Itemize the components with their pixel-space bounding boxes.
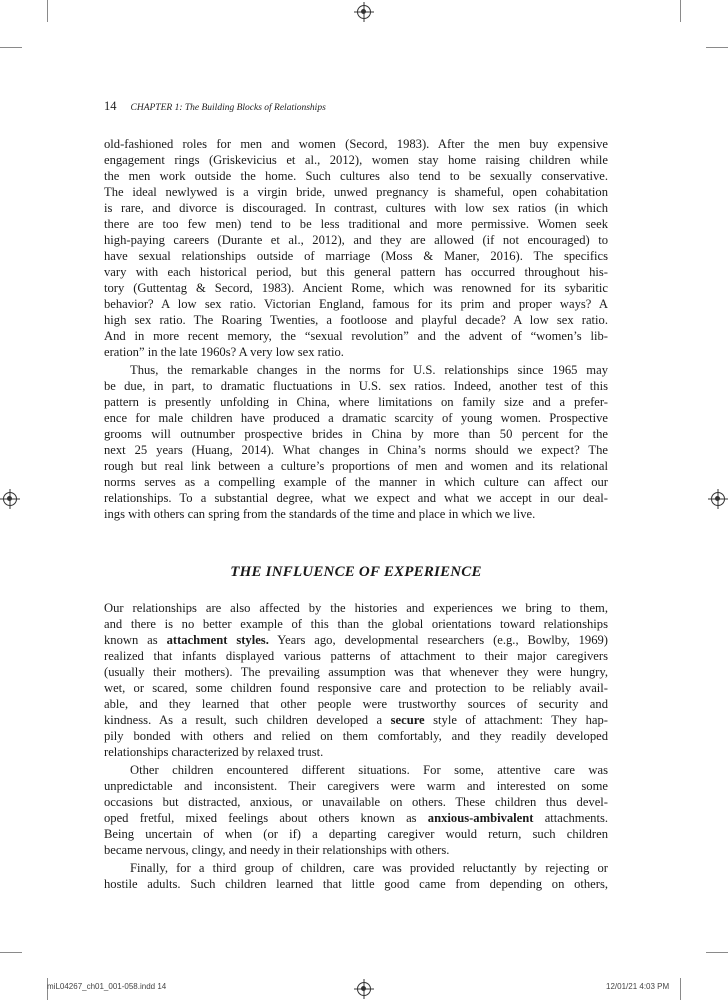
text-line xyxy=(104,712,608,728)
text-line: Thus, the remarkable changes in the norms for U.S. relationships since 1965 may xyxy=(130,363,608,377)
text-line: vary with each historical period, but this general pattern has occurred throughout his- xyxy=(104,265,608,279)
crop-mark-top-right-vertical xyxy=(680,0,681,22)
text-line: The ideal newlywed is a virgin bride, unwed pregnancy is shameful, open cohabitation xyxy=(104,185,608,199)
text-line: Our relationships are also affected by the histories and experiences we bring to them, xyxy=(104,601,608,615)
text-line: be due, in part, to dramatic fluctuations in U.S. sex ratios. Indeed, another test of this xyxy=(104,379,608,393)
text-line: occasions but distracted, anxious, or unavailable on others. These children thus devel- xyxy=(104,795,608,809)
text-line: engagement rings (Griskevicius et al., 2012), women stay home raising children while xyxy=(104,153,608,167)
text-line: able, and they learned that other people were trustworthy sources of security and xyxy=(104,697,608,711)
text-line: there are too few men) tend to be less traditional and more permissive. Women seek xyxy=(104,217,608,231)
section-heading: THE INFLUENCE OF EXPERIENCE xyxy=(230,564,482,580)
text-line: wet, or scared, some children found responsive care and protection to be reliably avail- xyxy=(104,681,608,695)
registration-target-top-icon xyxy=(357,5,371,19)
term-anxious-ambivalent: anxious-ambivalent xyxy=(427,811,534,825)
text-line: tory (Guttentag & Secord, 1983). Ancient Rome, which was renowned for its sybaritic xyxy=(104,281,608,295)
text-line: unpredictable and inconsistent. Their caregivers were warm and interested on some xyxy=(104,779,608,793)
text-line: relationships characterized by relaxed trust. xyxy=(104,745,324,759)
registration-target-bottom-icon xyxy=(357,982,371,996)
page-number: 14 xyxy=(104,99,117,113)
text-run: Years ago, developmental researchers (e.g., Bowlby, 1969) xyxy=(277,633,608,647)
text-line: the men work outside the home. Such cultures also tend to be sexually conservative. xyxy=(104,169,608,183)
text-line: behavior? A low sex ratio. Victorian England, famous for its prim and proper ways? A xyxy=(104,297,608,311)
text-run: style of attachment: They hap- xyxy=(433,713,609,727)
crop-mark-top-left xyxy=(0,47,22,48)
text-line: norms serves as a compelling example of the manner in which culture can affect our xyxy=(104,475,608,489)
text-run: oped fretful, mixed feelings about others known as xyxy=(104,811,417,825)
text-line: ence for male children have produced a dramatic scarcity of young women. Prospective xyxy=(104,411,608,425)
text-line: high-paying careers (Durante et al., 2012), and they are allowed (if not encouraged) to xyxy=(104,233,608,247)
text-line: is rare, and divorce is discouraged. In contrast, cultures with low sex ratios (in which xyxy=(104,201,608,215)
text-line: relationships. To a substantial degree, what we expect and what we accept in our deal- xyxy=(104,491,608,505)
crop-mark-top-left-vertical xyxy=(47,0,48,22)
date-slug: 12/01/21 4:03 PM xyxy=(606,982,670,991)
text-run: known as xyxy=(104,633,158,647)
registration-target-right-icon xyxy=(711,492,725,506)
registration-target-left-icon xyxy=(3,492,17,506)
term-secure: secure xyxy=(390,713,425,727)
text-line: eration” in the late 1960s? A very low sex ratio. xyxy=(104,345,344,359)
text-line: next 25 years (Huang, 2014). What changes in China’s norms should we expect? The xyxy=(104,443,608,457)
text-line xyxy=(104,632,608,648)
text-run: attachments. xyxy=(544,811,608,825)
chapter-label: CHAPTER 1: The Building Blocks of Relationships xyxy=(130,103,326,113)
text-line: Being uncertain of when (or if) a departing caregiver would return, such children xyxy=(104,827,608,841)
text-line: Finally, for a third group of children, care was provided reluctantly by rejecting or xyxy=(130,861,608,875)
text-line: grooms will outnumber prospective brides in China by more than 50 percent for the xyxy=(104,427,608,441)
text-line: ings with others can spring from the standards of the time and place in which we live. xyxy=(104,507,536,521)
text-line: became nervous, clingy, and needy in their relationships with others. xyxy=(104,843,450,857)
crop-mark-bottom-right-vertical xyxy=(680,978,681,1000)
text-line: (usually their mothers). The prevailing assumption was that whenever they were hungry, xyxy=(104,665,608,679)
text-line: high sex ratio. The Roaring Twenties, a footloose and playful decade? A low sex ratio. xyxy=(104,313,608,327)
crop-mark-bottom-right xyxy=(706,952,728,953)
text-line: old-fashioned roles for men and women (Secord, 1983). After the men buy expensive xyxy=(104,137,608,151)
text-line: pily bonded with others and relied on them comfortably, and they readily developed xyxy=(104,729,608,743)
term-attachment-styles: attachment styles. xyxy=(166,633,269,647)
text-line: And in more recent memory, the “sexual revolution” and the advent of “women’s lib- xyxy=(104,329,608,343)
crop-mark-top-right xyxy=(706,47,728,48)
text-line: have sexual relationships outside of marriage (Moss & Maner, 2016). The specifics xyxy=(104,249,608,263)
text-line: Other children encountered different situations. For some, attentive care was xyxy=(130,763,608,777)
text-line: rough but real link between a culture’s proportions of men and women and its relational xyxy=(104,459,608,473)
text-line: realized that infants displayed various patterns of attachment to their major caregivers xyxy=(104,649,608,663)
text-line: hostile adults. Such children learned that little good came from depending on others, xyxy=(104,877,608,891)
running-head xyxy=(104,97,326,115)
text-line: pattern is presently unfolding in China, where limitations on family size and a prefer- xyxy=(104,395,608,409)
text-run: kindness. As a result, such children developed a xyxy=(104,713,383,727)
text-line xyxy=(104,810,608,826)
text-line: and there is no better example of this than the global orientations toward relationships xyxy=(104,617,608,631)
file-slug: miL04267_ch01_001-058.indd 14 xyxy=(47,982,167,991)
crop-mark-bottom-left xyxy=(0,952,22,953)
